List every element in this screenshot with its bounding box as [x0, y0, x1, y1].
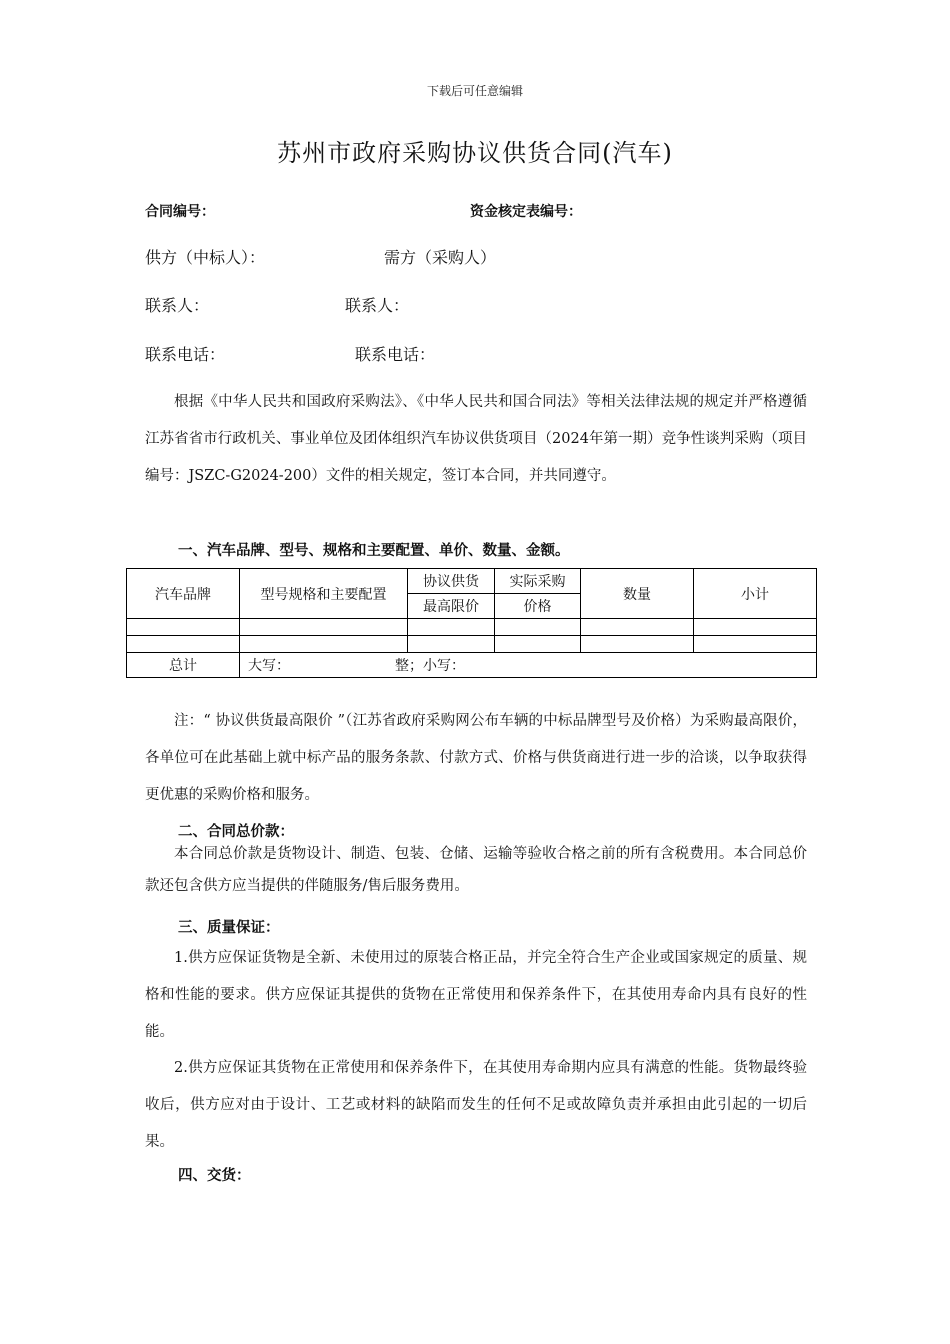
section-3-heading: 三、质量保证：	[178, 919, 280, 936]
table-cell	[240, 636, 408, 653]
table-cell	[694, 619, 817, 636]
supplier-label: 供方（中标人）：	[145, 248, 266, 267]
section-4-heading: 四、交货：	[178, 1167, 251, 1184]
table-cell	[408, 619, 495, 636]
table-cell	[127, 636, 240, 653]
phone-label-right: 联系电话：	[355, 345, 436, 364]
col-qty-header: 数量	[581, 569, 694, 619]
col-actual-price-header-2: 价格	[495, 594, 581, 619]
table-cell	[581, 619, 694, 636]
page-title: 苏州市政府采购协议供货合同(汽车)	[277, 139, 673, 167]
table-cell	[495, 619, 581, 636]
section-2-text: 本合同总价款是货物设计、制造、包装、仓储、运输等验收合格之前的所有含税费用。本合同总价款还包含供方应当提供的伴随服务/售后服务费用。	[145, 846, 807, 894]
total-amount-cell	[240, 653, 817, 678]
contact-label-right: 联系人：	[345, 296, 410, 315]
table-cell	[495, 636, 581, 653]
col-brand-header: 汽车品牌	[127, 569, 240, 619]
contact-label-left: 联系人：	[145, 296, 210, 315]
table-cell	[694, 636, 817, 653]
table-cell	[240, 619, 408, 636]
table-row	[127, 619, 817, 636]
table-cell	[127, 619, 240, 636]
intro-paragraph: 根据《中华人民共和国政府采购法》、《中华人民共和国合同法》等相关法律法规的规定并严格遵循江苏省省市行政机关、事业单位及团体组织汽车协议供货项目（2024年第一期）竞争性谈判采购（项目编号：JSZC-G2024-200）文件的相关规定，签订本合同，并共同遵守。	[145, 394, 807, 484]
total-label: 总计	[127, 653, 240, 678]
col-model-header: 型号规格和主要配置	[240, 569, 408, 619]
phone-label-left: 联系电话：	[145, 345, 226, 364]
fund-form-no-label: 资金核定表编号：	[470, 204, 582, 220]
total-upper-label: 大写：	[248, 658, 290, 674]
col-max-price-header-2: 最高限价	[408, 594, 495, 619]
buyer-label: 需方（采购人）	[384, 248, 497, 267]
col-max-price-header-1: 协议供货	[408, 569, 495, 594]
contract-no-label: 合同编号：	[145, 204, 215, 220]
goods-table	[126, 568, 817, 678]
section-1-heading: 一、汽车品牌、型号、规格和主要配置、单价、数量、金额。	[178, 542, 570, 559]
col-actual-price-header-1: 实际采购	[495, 569, 581, 594]
note-paragraph: 注：“ 协议供货最高限价 ”（江苏省政府采购网公布车辆的中标品牌型号及价格）为采购最高限价，各单位可在此基础上就中标产品的服务条款、付款方式、价格与供货商进行进一步的洽谈，以争取获得更优惠的采购价格和服务。	[145, 713, 807, 803]
table-cell	[581, 636, 694, 653]
table-row	[127, 636, 817, 653]
section-3-paragraph-1: 1.供方应保证货物是全新、未使用过的原装合格正品，并完全符合生产企业或国家规定的质量、规格和性能的要求。供方应保证其提供的货物在正常使用和保养条件下，在其使用寿命内具有良好的性能。	[145, 950, 807, 1040]
total-row	[127, 653, 817, 678]
total-whole-label: 整；小写：	[395, 658, 465, 674]
col-subtotal-header: 小计	[694, 569, 817, 619]
table-cell	[408, 636, 495, 653]
header-note: 下载后可任意编辑	[426, 84, 523, 98]
section-3-paragraph-2: 2.供方应保证其货物在正常使用和保养条件下，在其使用寿命期内应具有满意的性能。货物最终验收后，供方应对由于设计、工艺或材料的缺陷而发生的任何不足或故障负责并承担由此引起的一切后果。	[145, 1060, 807, 1150]
section-2-heading: 二、合同总价款：	[178, 823, 294, 840]
